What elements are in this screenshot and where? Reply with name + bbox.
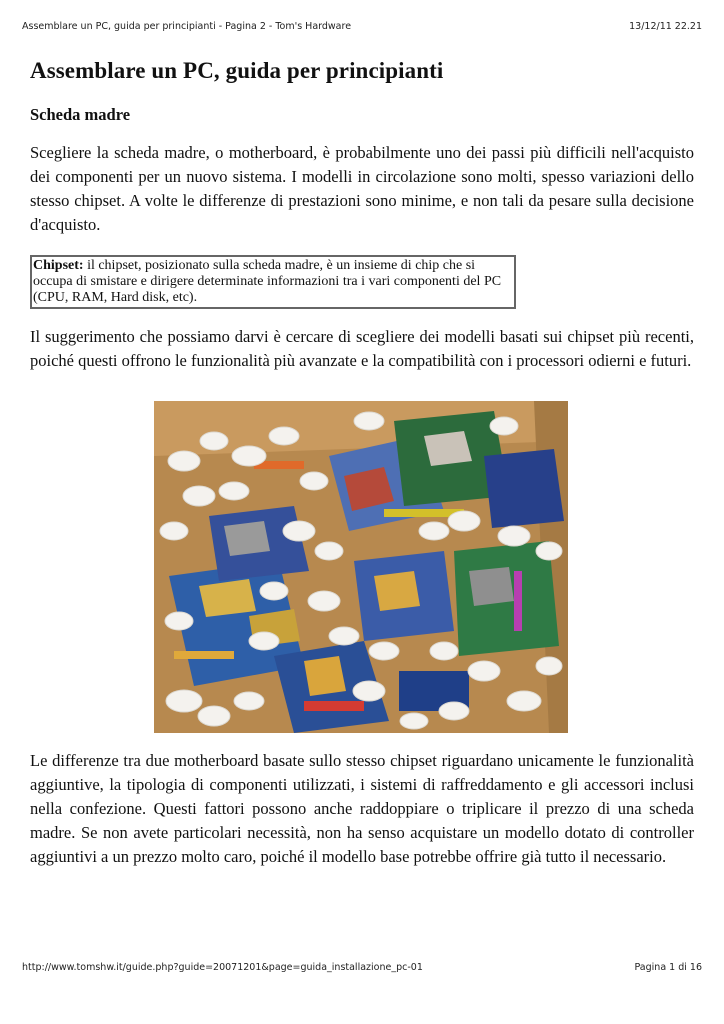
print-header-title: Assemblare un PC, guida per principianti - Pagina 2 - Tom's Hardware <box>22 21 352 32</box>
article <box>30 58 694 869</box>
print-header-datetime: 13/12/11 22.21 <box>629 21 702 32</box>
article-title: Assemblare un PC, guida per principianti <box>30 58 444 83</box>
paragraph-differences: Le differenze tra due motherboard basate sullo stesso chipset riguardano unicamente le funzionalità aggiuntive, la tipologia di componenti utilizzati, i sistemi di raffreddamento e gli accessori inclusi nella confezione. Questi fattori possono anche raddoppiare o triplicare il prezzo di una scheda madre. Se non avete particolari necessità, non ha senso acquistare un modello dotato di controller aggiuntivi a un prezzo molto caro, poiché il modello base potrebbe offrire già tutto il necessario. <box>30 751 694 866</box>
print-footer <box>22 962 702 973</box>
print-header <box>22 21 702 32</box>
motherboards-photo <box>154 401 568 733</box>
print-footer-url: http://www.tomshw.it/guide.php?guide=20071201&page=guida_installazione_pc-01 <box>22 962 423 973</box>
chipset-note-box <box>30 255 516 309</box>
note-text: il chipset, posizionato sulla scheda madre, è un insieme di chip che si occupa di smistare e dirigere determinate informazioni tra i vari componenti del PC (CPU, RAM, Hard disk, etc). <box>33 258 502 305</box>
paragraph-intro: Scegliere la scheda madre, o motherboard, è probabilmente uno dei passi più difficili nell'acquisto dei componenti per un nuovo sistema. I modelli in circolazione sono molti, spesso variazioni dello stesso chipset. A volte le differenze di prestazioni sono minime, e non tali da pesare sulla decisione d'acquisto. <box>30 143 694 234</box>
motherboards-illustration <box>154 401 568 733</box>
note-term: Chipset: <box>33 258 84 273</box>
paragraph-suggestion: Il suggerimento che possiamo darvi è cercare di scegliere dei modelli basati sui chipset più recenti, poiché questi offrono le funzionalità più avanzate e la compatibilità con i processori odierni e futuri. <box>30 327 694 370</box>
print-footer-page: Pagina 1 di 16 <box>634 962 702 973</box>
section-heading: Scheda madre <box>30 105 131 124</box>
